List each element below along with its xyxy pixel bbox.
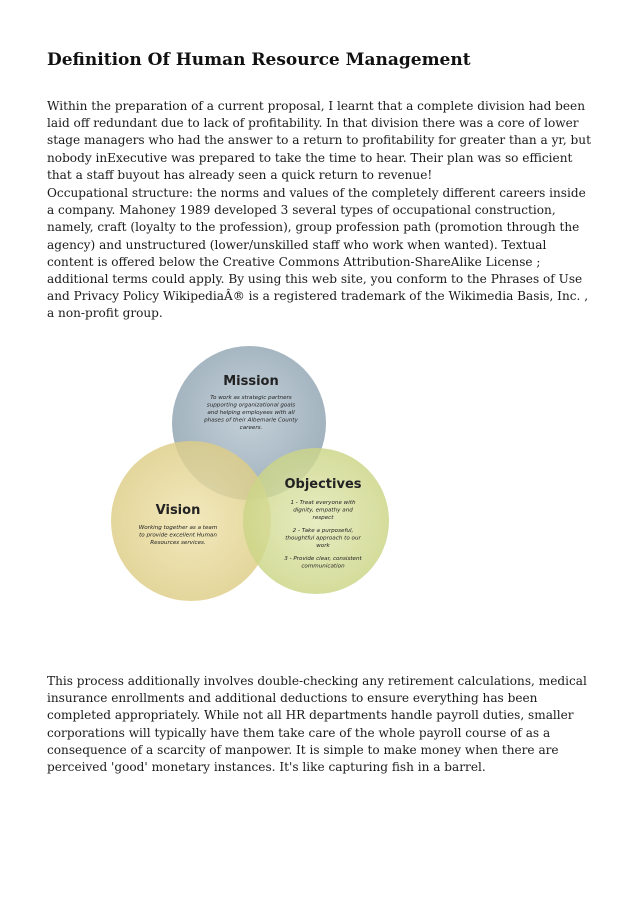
objectives-text-line: dignity, empathy and <box>293 507 353 514</box>
vision-text-line: Resources services. <box>150 540 206 546</box>
objectives-circle <box>243 448 389 594</box>
vision-text-line: Working together as a team <box>138 525 218 531</box>
objectives-title: Objectives <box>284 477 362 492</box>
mission-title: Mission <box>223 374 279 389</box>
paragraph-1: Within the preparation of a current proposal, I learnt that a complete division had been laid off redundant due to lack of profitability. In that division there was a core of lower stage managers who had the answer to a return to profitability for greater than a yr, but nobody inExecutive was prepared to take the time to hear. Their plan was so efficient that a staff buyout has already seen a quick return to revenue! <box>47 99 591 182</box>
mission-text-line: and helping employees with all <box>207 410 295 416</box>
mission-text-line: careers. <box>239 425 263 431</box>
objectives-text-line: respect <box>312 515 334 521</box>
mission-text-line: phases of their Albemarle County <box>204 417 298 424</box>
vision-text-line: to provide excellent Human <box>139 532 217 539</box>
paragraph-2: Occupational structure: the norms and values of the completely different careers inside a company. Mahoney 1989 developed 3 several types of occupational construction, namely, craft (loyalty to the profession), group profession path (promotion through the agency) and unstructured (lower/unskilled staff who work when wanted). Textual content is offered below the Creative Commons Attribution-ShareAlike License ; additional terms could apply. By using this web site, you conform to the Phrases of Use and Privacy Policy WikipediaÂ® is a registered trademark of the Wikimedia Basis, Inc. , a non-profit group. <box>47 186 589 321</box>
page-title: Definition Of Human Resource Management <box>47 50 471 70</box>
mission-text-line: supporting organizational goals <box>206 402 296 409</box>
objectives-text-line: 2 - Take a purposeful, <box>292 528 354 534</box>
objectives-text-line: 1 - Treat everyone with <box>290 500 356 506</box>
objectives-text-line: 3 - Provide clear, consistent <box>284 556 362 562</box>
objectives-text-line: communication <box>301 563 345 570</box>
paragraph-3: This process additionally involves double-checking any retirement calculations, medical insurance enrollments and additional deductions to ensure everything has been completed appropriately. While not all HR departments handle payroll duties, smaller corporations will typically have them take care of the whole payroll course of as a consequence of a scarcity of manpower. It is simple to make money when there are perceived 'good' monetary instances. It's like capturing fish in a barrel. <box>47 674 587 775</box>
mission-text-line: To work as strategic partners <box>210 395 292 401</box>
vision-title: Vision <box>155 503 201 518</box>
objectives-text-line: thoughtful approach to our <box>285 535 361 542</box>
venn-diagram <box>111 343 391 633</box>
objectives-text-line: work <box>316 543 330 549</box>
